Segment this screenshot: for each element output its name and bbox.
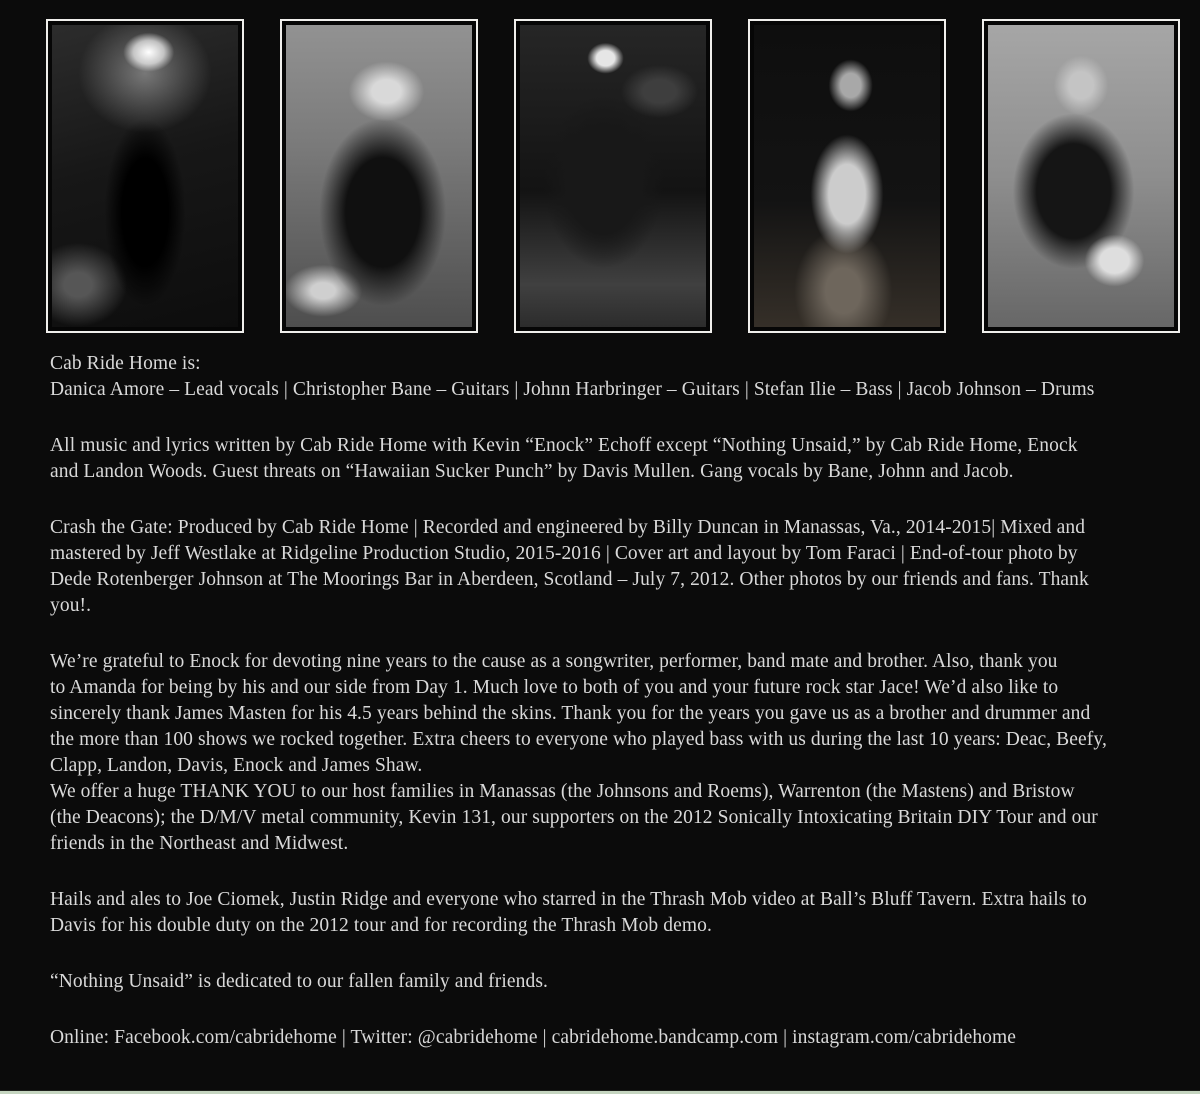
credits-line: Hails and ales to Joe Ciomek, Justin Ridge and everyone who starred in the Thrash Mob video at Ball’s Bluff Tavern. Extra hails to [50,889,1087,910]
credits-paragraph [50,351,1107,403]
credits-line: We’re grateful to Enock for devoting nine years to the cause as a songwriter, performer, band mate and brother. Also, thank you [50,651,1058,672]
credits-paragraph [50,433,1107,485]
credits-paragraph [50,1025,1107,1051]
credits-paragraph [50,515,1107,619]
credits-line: All music and lyrics written by Cab Ride Home with Kevin “Enock” Echoff except “Nothing Unsaid,” by Cab Ride Home, Enock [50,435,1078,456]
credits-line: to Amanda for being by his and our side from Day 1. Much love to both of you and your future rock star Jace! We’d also like to [50,677,1059,698]
credits-line: the more than 100 shows we rocked together. Extra cheers to everyone who played bass with us during the last 10 years: Deac, Beefy, [50,729,1107,750]
credits-line: Clapp, Landon, Davis, Enock and James Shaw. [50,755,423,776]
credits-section [50,351,1107,1051]
band-photo [754,25,940,327]
band-photo [52,25,238,327]
band-photo-frame [514,19,712,333]
credits-paragraph [50,649,1107,857]
band-photo-frame [748,19,946,333]
band-photo-strip [46,19,1180,333]
credits-line: Davis for his double duty on the 2012 tour and for recording the Thrash Mob demo. [50,915,712,936]
credits-paragraph [50,887,1107,939]
credits-line: Online: Facebook.com/cabridehome | Twitter: @cabridehome | cabridehome.bandcamp.com | instagram.com/cabridehome [50,1027,1017,1048]
band-photo-frame [982,19,1180,333]
credits-line: Dede Rotenberger Johnson at The Moorings Bar in Aberdeen, Scotland – July 7, 2012. Other photos by our friends and fans. Thank [50,569,1089,590]
band-photo-frame [46,19,244,333]
credits-line: and Landon Woods. Guest threats on “Hawaiian Sucker Punch” by Davis Mullen. Gang vocals by Bane, Johnn and Jacob. [50,461,1014,482]
band-photo [286,25,472,327]
credits-line: friends in the Northeast and Midwest. [50,833,349,854]
band-photo [988,25,1174,327]
credits-line: “Nothing Unsaid” is dedicated to our fallen family and friends. [50,971,548,992]
credits-line: Crash the Gate: Produced by Cab Ride Home | Recorded and engineered by Billy Duncan in Manassas, Va., 2014-2015| Mixed and [50,517,1086,538]
credits-line: you!. [50,595,92,616]
credits-line: Danica Amore – Lead vocals | Christopher Bane – Guitars | Johnn Harbringer – Guitars | Stefan Ilie – Bass | Jacob Johnson – Drums [50,379,1095,400]
page-bottom-edge [0,1090,1200,1094]
band-photo [520,25,706,327]
credits-line: mastered by Jeff Westlake at Ridgeline Production Studio, 2015-2016 | Cover art and layout by Tom Faraci | End-of-tour photo by [50,543,1078,564]
credits-line: (the Deacons); the D/M/V metal community, Kevin 131, our supporters on the 2012 Sonically Intoxicating Britain DIY Tour and our [50,807,1098,828]
band-photo-frame [280,19,478,333]
credits-line: We offer a huge THANK YOU to our host families in Manassas (the Johnsons and Roems), Warrenton (the Mastens) and Bristow [50,781,1075,802]
credits-paragraph [50,969,1107,995]
credits-line: sincerely thank James Masten for his 4.5 years behind the skins. Thank you for the years you gave us as a brother and drummer and [50,703,1091,724]
credits-line: Cab Ride Home is: [50,353,201,374]
